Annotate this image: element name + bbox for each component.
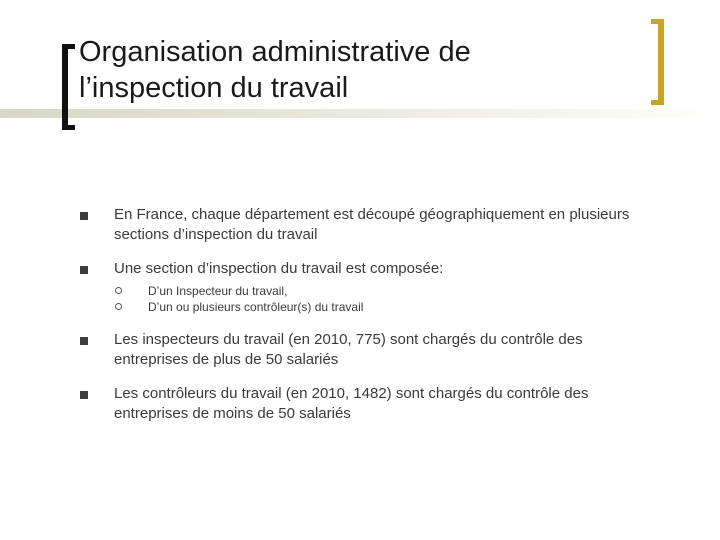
square-bullet-icon <box>80 337 88 345</box>
bullet-item <box>80 330 660 370</box>
bullet-text: En France, chaque département est découpé géographiquement en plusieurs sections d’inspection du travail <box>114 206 630 243</box>
sub-list-item <box>80 299 660 315</box>
slide-body <box>80 205 660 424</box>
bullet-text: Les contrôleurs du travail (en 2010, 1482) sont chargés du contrôle des entreprises de moins de 50 salariés <box>114 385 589 422</box>
sub-item-text: D’un Inspecteur du travail, <box>148 284 288 298</box>
bullet-item <box>80 259 660 279</box>
right-bracket-decoration <box>651 19 664 105</box>
bullet-item <box>80 205 660 245</box>
square-bullet-icon <box>80 391 88 399</box>
square-bullet-icon <box>80 266 88 274</box>
title-line-2: l’inspection du travail <box>79 72 349 104</box>
title-band <box>0 109 720 118</box>
sub-item-text: D’un ou plusieurs contrôleur(s) du travail <box>148 300 364 314</box>
title-line-1: Organisation administrative de <box>79 36 471 68</box>
sub-list <box>80 283 660 315</box>
sub-list-item <box>80 283 660 299</box>
left-bracket-decoration <box>62 44 75 130</box>
bullet-text: Une section d’inspection du travail est composée: <box>114 260 444 277</box>
circle-bullet-icon <box>115 287 122 294</box>
square-bullet-icon <box>80 212 88 220</box>
bullet-item <box>80 384 660 424</box>
slide-title <box>79 34 639 106</box>
circle-bullet-icon <box>115 303 122 310</box>
bullet-text: Les inspecteurs du travail (en 2010, 775) sont chargés du contrôle des entreprises de plus de 50 salariés <box>114 331 583 368</box>
